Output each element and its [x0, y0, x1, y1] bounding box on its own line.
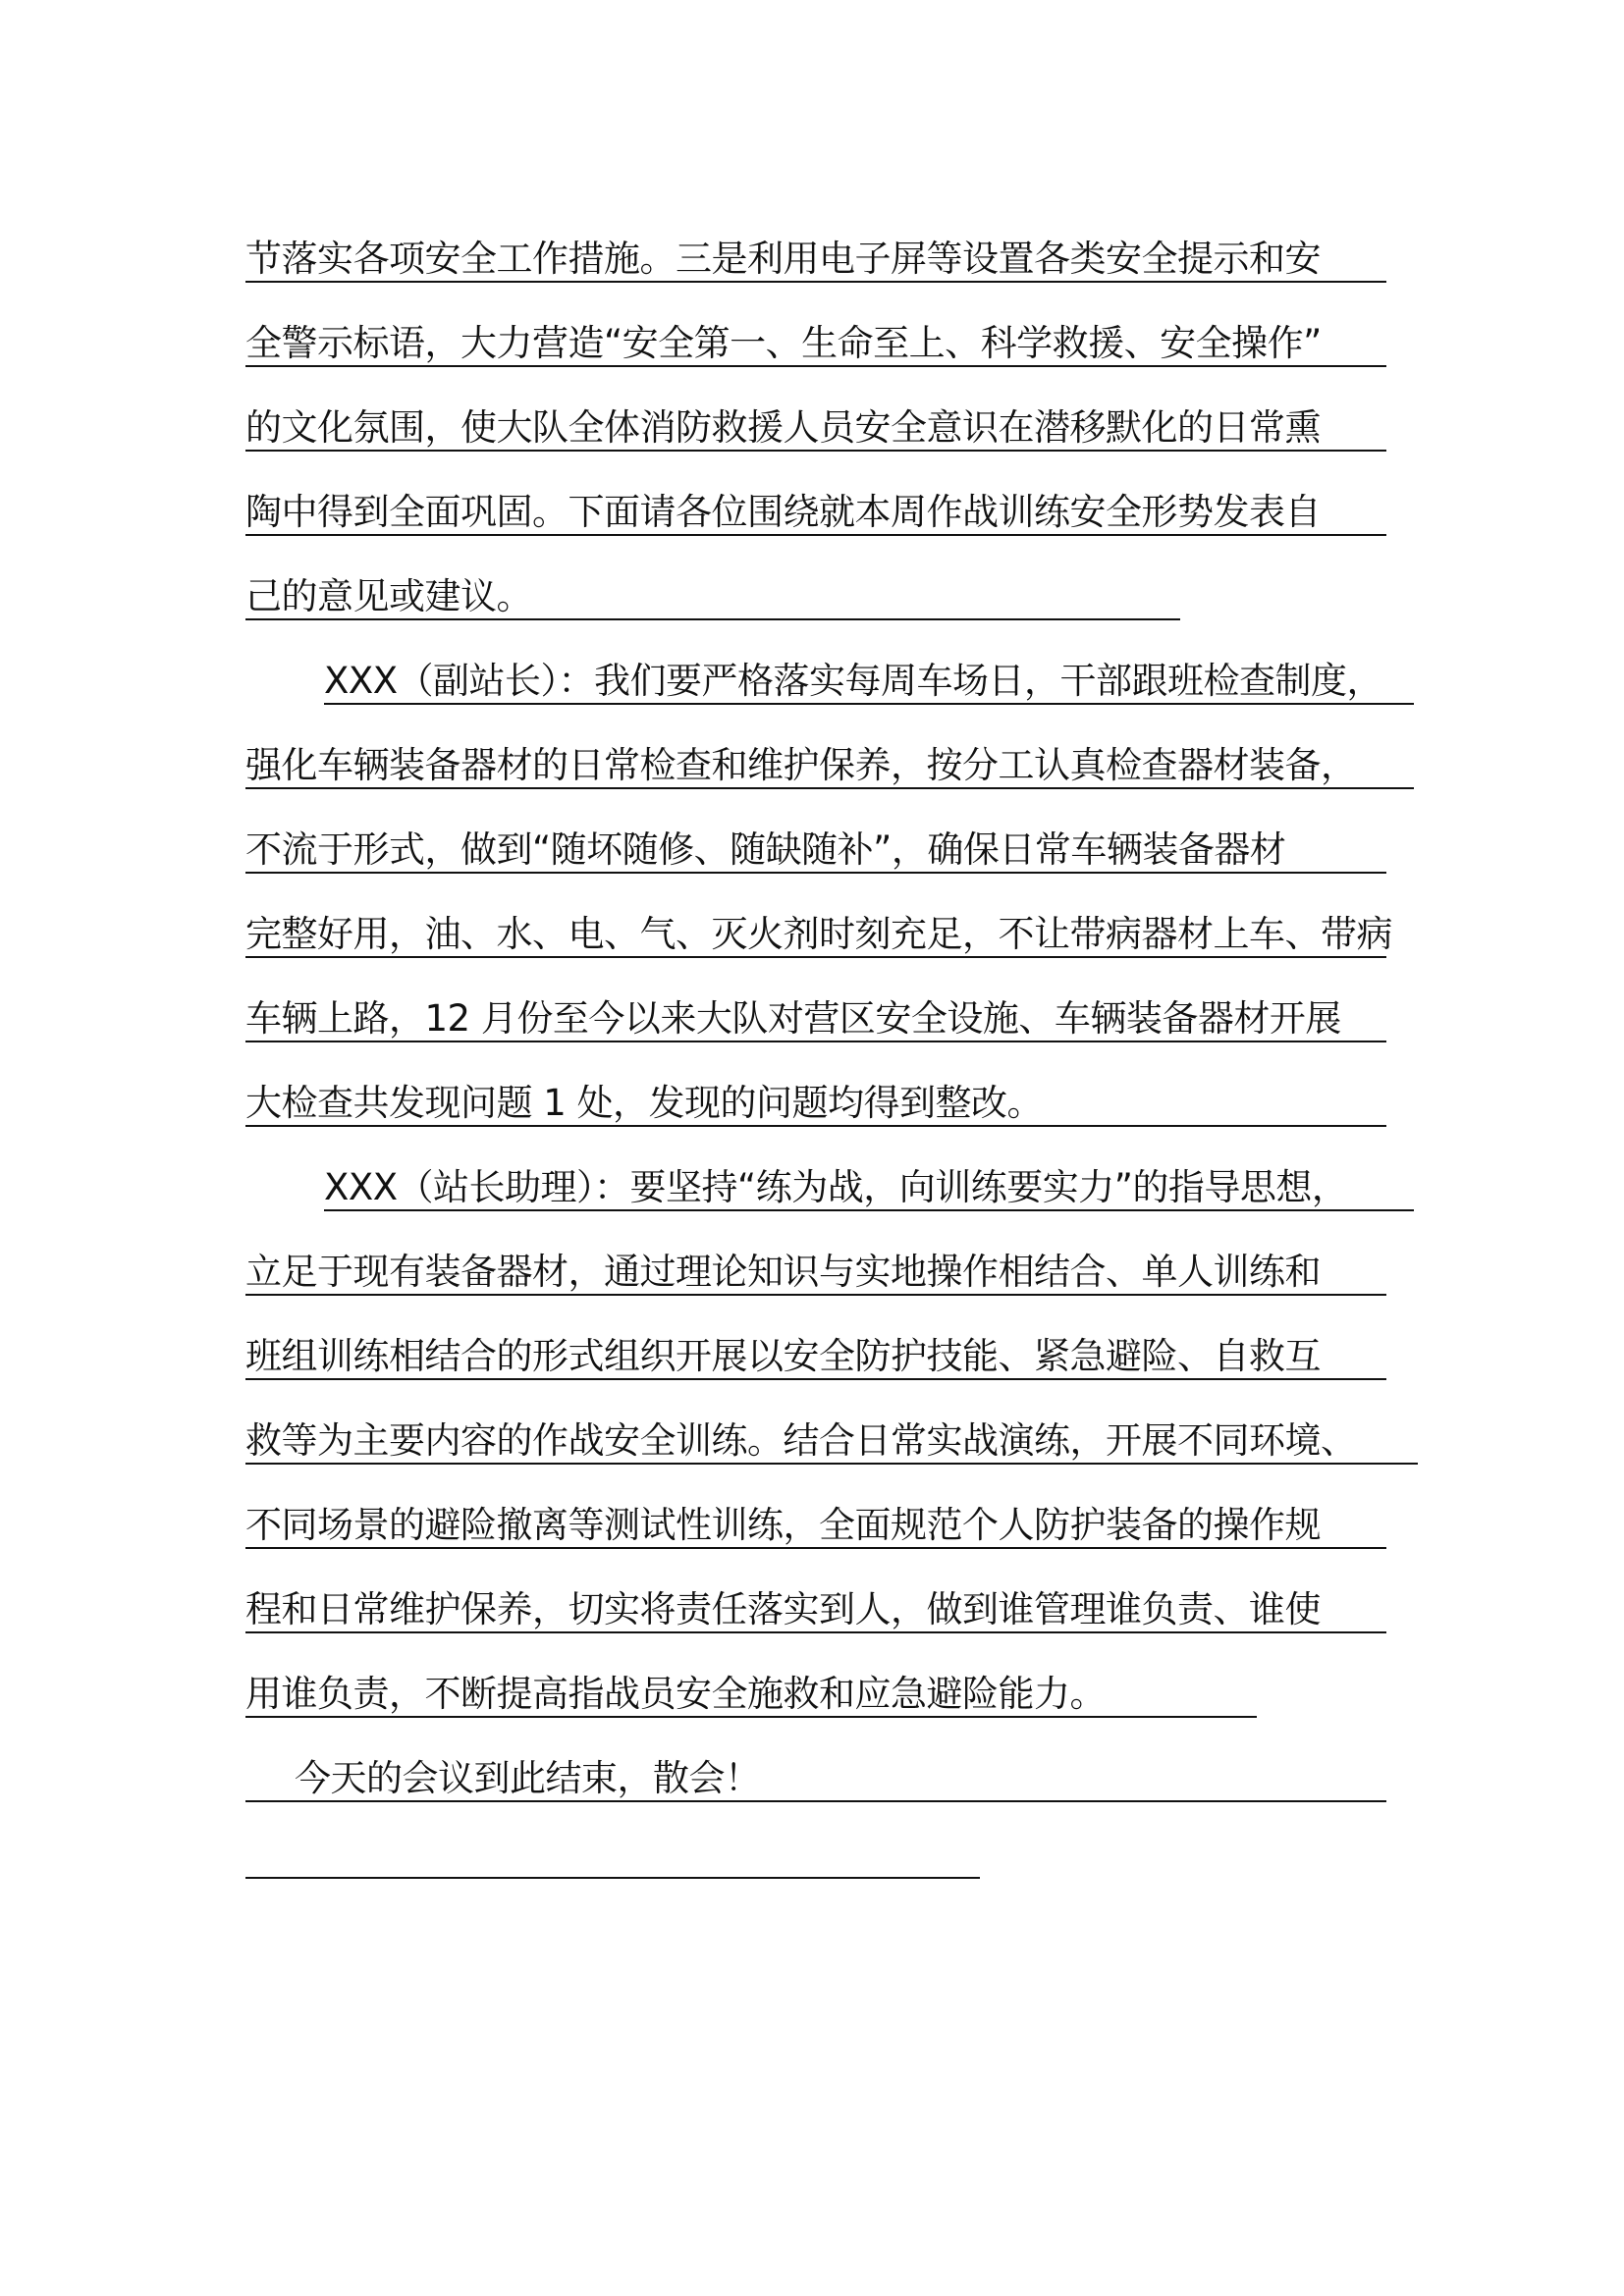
underline-rule: [245, 1294, 1386, 1296]
paragraph-line: 班组训练相结合的形式组织开展以安全防护技能、紧急避险、自救互: [245, 1335, 1321, 1377]
speaker-line: XXX（副站长）：我们要严格落实每周车场日，干部跟班检查制度，: [324, 660, 1383, 702]
underline-rule: [245, 872, 1386, 874]
underline-rule: [245, 956, 1386, 958]
paragraph-line: 不流于形式，做到“随坏随修、随缺随补”，确保日常车辆装备器材: [245, 828, 1286, 871]
underline-rule: [245, 1547, 1386, 1549]
paragraph-line: 完整好用，油、水、电、气、灭火剂时刻充足，不让带病器材上车、带病: [245, 913, 1392, 955]
underline-rule: [245, 618, 1180, 620]
paragraph-line: 大检查共发现问题 1 处，发现的问题均得到整改。: [245, 1082, 1044, 1124]
speaker-line: XXX（站长助理）：要坚持“练为战，向训练要实力”的指导思想，: [324, 1166, 1348, 1208]
paragraph-line: 用谁负责，不断提高指战员安全施救和应急避险能力。: [245, 1673, 1106, 1715]
underline-rule: [245, 1631, 1386, 1633]
paragraph-line: 强化车辆装备器材的日常检查和维护保养，按分工认真检查器材装备，: [245, 744, 1357, 786]
underline-rule: [245, 1800, 1386, 1802]
paragraph-line: 己的意见或建议。: [245, 575, 532, 617]
underline-rule: [245, 1716, 1257, 1718]
paragraph-line: 程和日常维护保养，切实将责任落实到人，做到谁管理谁负责、谁使: [245, 1588, 1321, 1630]
paragraph-line: 立足于现有装备器材，通过理论知识与实地操作相结合、单人训练和: [245, 1251, 1321, 1293]
underline-rule: [245, 1125, 1386, 1127]
paragraph-line: 陶中得到全面巩固。下面请各位围绕就本周作战训练安全形势发表自: [245, 491, 1321, 533]
underline-rule: [245, 450, 1386, 452]
paragraph-line: 不同场景的避险撤离等测试性训练，全面规范个人防护装备的操作规: [245, 1504, 1321, 1546]
paragraph-line: 车辆上路，12 月份至今以来大队对营区安全设施、车辆装备器材开展: [245, 997, 1341, 1040]
blank-underline-rule: [245, 1877, 980, 1879]
underline-rule: [245, 281, 1386, 283]
paragraph-line: 救等为主要内容的作战安全训练。结合日常实战演练，开展不同环境、: [245, 1419, 1357, 1462]
underline-rule: [245, 787, 1414, 789]
paragraph-line: 的文化氛围，使大队全体消防救援人员安全意识在潜移默化的日常熏: [245, 406, 1321, 449]
closing-line: 今天的会议到此结束，散会！: [295, 1757, 761, 1799]
underline-rule: [324, 1209, 1414, 1211]
paragraph-line: 节落实各项安全工作措施。三是利用电子屏等设置各类安全提示和安: [245, 238, 1321, 280]
underline-rule: [245, 365, 1386, 367]
underline-rule: [245, 1041, 1386, 1042]
underline-rule: [245, 534, 1386, 536]
underline-rule: [324, 703, 1414, 705]
underline-rule: [245, 1378, 1386, 1380]
underline-rule: [245, 1463, 1418, 1465]
paragraph-line: 全警示标语，大力营造“安全第一、生命至上、科学救援、安全操作”: [245, 322, 1322, 364]
